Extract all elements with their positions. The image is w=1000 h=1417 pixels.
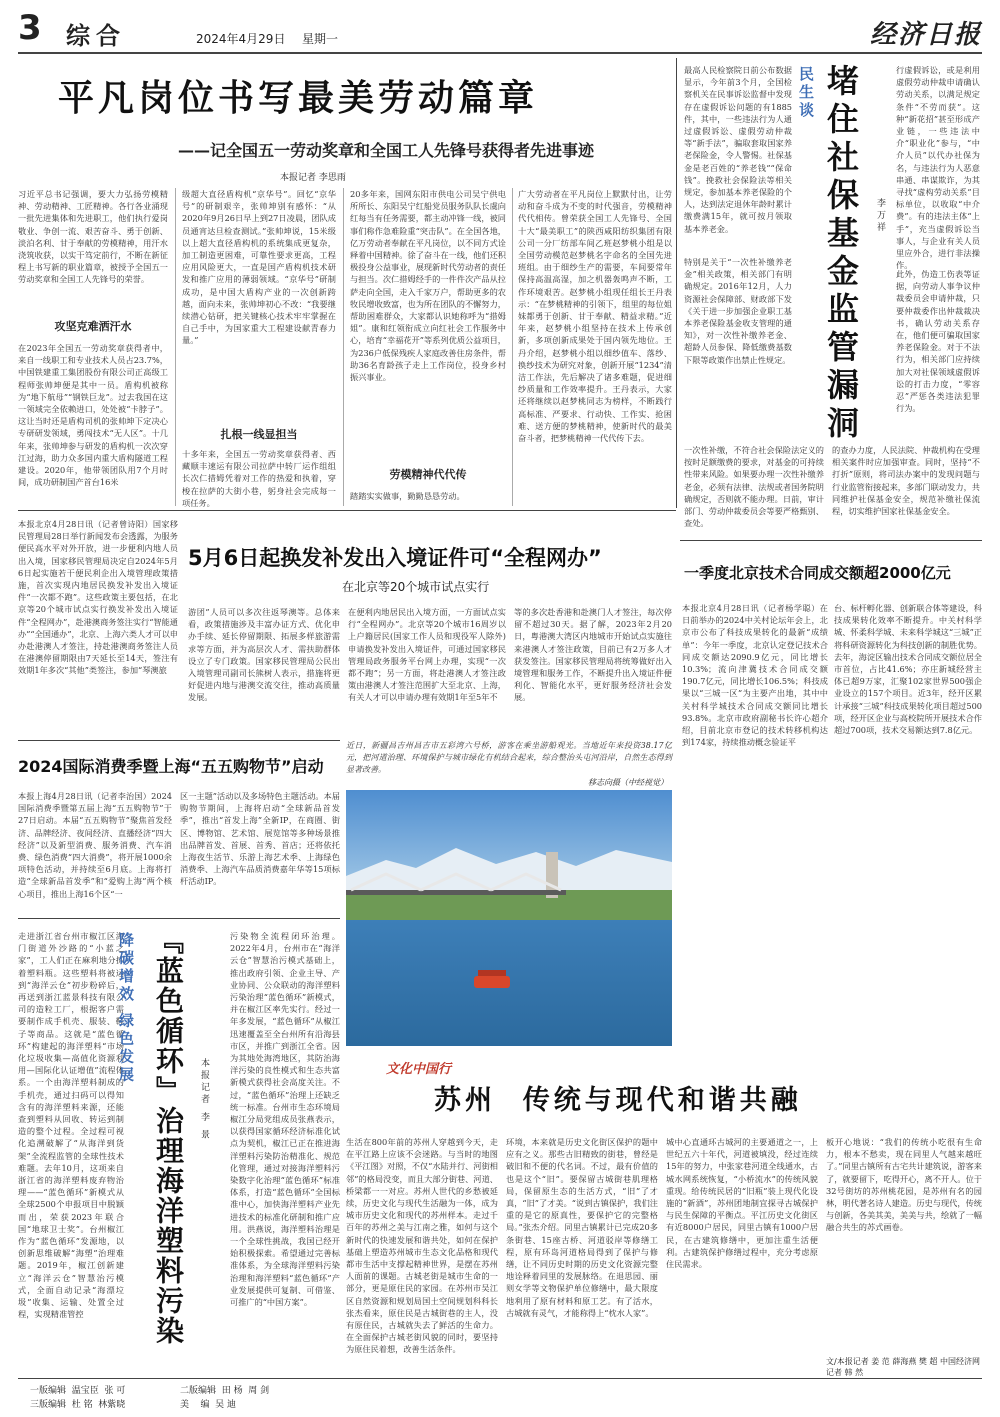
paragraph: 本报北京4月28日讯（记者杨学聪）在日前举办的2024中关村论坛年会上，北京市公布了科技成果转化的最新“成绩单”：今年一季度，北京认定登记技术合同成交额达2090.9亿元，同比增长10.3%；流向津冀技术合同成交额190.7亿元，同比增长106.5%；科技成果以“三城一区”为主要产出地，其中中关村科学城技术合同成交额同比增长93.8%。北京市政府副秘书长许心超介绍，目前北京市登记的技术转移机构达到174家，持续推动概念验证平: [682, 603, 828, 748]
river-bridge-photo: [346, 790, 672, 1046]
footer-rule: [18, 1378, 982, 1379]
article-column-3: [350, 188, 506, 506]
article-column-4: [514, 606, 672, 730]
article-beijing-tech: [680, 552, 982, 808]
commentary-column-6: [832, 444, 980, 536]
boat-canopy: [478, 970, 506, 976]
paragraph: 行虚假诉讼，或是利用虚假劳动仲裁申请确认劳动关系，以满足规定条件“不劳而获”。这种“新花招”甚至形成产业链，一些违法中介“职业化”参与，“中介人员”以代办社保为名，与违法行为人恶意串通、串谋欺诈，为其寻找“虚构劳动关系”目标单位，以收取“中介费”。有的违法主体“上手”，充当虚假诉讼当事人，与企业有关人员里应外合，进行非法操作。: [896, 65, 980, 271]
commentary-divider: [676, 58, 677, 508]
article-title: 2024国际消费季暨上海“五五购物节”启动: [18, 757, 324, 776]
column-label: 民生谈: [797, 66, 815, 120]
issue-date: 2024年4月29日: [196, 32, 286, 46]
paragraph: 城中心直通环古城河的主要通道之一，上世纪五六十年代，河道被填没，经过连续15年的努力，中张家巷河道全线通水，古城水网系统恢复，“小桥流水”的传统风貌重现。给传统民居的“旧瓶”装上现代化设施的“新酒”，苏州团地制宜探寻古城保护与民生保障的平衡点。平江历史文化街区有近8000户居民，同里古镇有1000户居民，在古建筑修缮中，更加注重生活便利。古建筑保护修缮过程中，充分考虑原住民需求。: [666, 1137, 818, 1270]
section-rule: [18, 510, 676, 511]
article-shanghai-shopping: [18, 744, 340, 914]
article-column-2: [182, 188, 336, 506]
editors-page1: 一版编辑 温宝臣 张 可: [30, 1386, 126, 1396]
page-header: [18, 8, 982, 52]
paragraph: 区一主题”活动以及多场特色主题活动。本届购物节期间，上海将启动“全球新品首发季”，推出“首发上海”全新IP，在商圈、街区、博物馆、艺术馆、展览馆等多种场景推出品牌首发、首展、首秀、首店；还将依托上海夜生活节、乐游上海艺术季、上海绿色消费季、上海汽车品质消费嘉年华等15项标杆活动IP。: [180, 791, 340, 887]
commentary-column-5: [684, 444, 824, 536]
photo-credit: 移志向摄（中经视觉）: [588, 778, 668, 787]
article-column-1: [18, 930, 124, 1370]
article-column-1: [346, 1136, 498, 1374]
article-column-1: [18, 790, 172, 910]
paragraph: 本报上海4月28日讯（记者李治国）2024国际消费季暨第五届上海“五五购物节”于27日启动。本届“五五购物节”聚焦首发经济、品牌经济、夜间经济、直播经济“四大经济”以及新型消费、服务消费、汽车消费、绿色消费“四大消费”，将开展1000余项特色活动，并持续至6月底。上海将打造“全球新品首发季”和“爱购上海”两个核心项目，推出上海16个区“一: [18, 791, 172, 899]
column-divider: [512, 188, 513, 506]
paragraph: 级超大直径盾构机“京华号”。回忆“京华号”的研制艰辛，张帅坤别有感怀：“从2020年9月26日早上到27日凌晨，团队成员通宵达旦检查测试。”张帅坤说，15米级以上超大直径盾构机的系统集成更复杂，加工制造更困难，可靠性要求更高，工程应用风险更大，一直是国产盾构机技术研发和推广应用的薄弱领域。“京华号”研制成功，是中国大盾构产业的一次创新跨越，面向未来，张帅坤初心不改：“我要继续潜心钻研，把关键核心技术牢牢掌握在自己手中，为国家重大工程建设献青春力量。”: [182, 189, 336, 346]
article-column-2: [188, 606, 340, 730]
commentary-column-1: [684, 64, 792, 250]
article-column-3: [666, 1136, 818, 1374]
paragraph: 生活在800年前的苏州人穿越到今天，走在平江路上应该不会迷路。与当时的地图《平江图》对照，不仅“水陆并行、河街相邻”的格局没变，而且大部分街巷、河道、桥梁都一一对应。苏州人世代的乡愁被延续，历史文化与现代生活融为一体，成为城市历史文化和现代的苏州样本。走过千百年的苏州之美与江南之雅，如何与这个新时代的快速发展和谐共处，如何在保护基础上塑造苏州城市生态文化品格和现代都市生活中支撑起精神世界，是摆在苏州人面前的课题。古城老街是城市生命的一部分，更是原住民的家园。在苏州市吴江区自然资源和规划局国土空间规划科科长张杰看来，原住民是古城街巷的主人，没有原住民，古城就失去了鲜活的生命力。在全面保护古城老街风貌的同时，要坚持为原住民着想，改善生活条件。: [346, 1137, 498, 1355]
tour-boat: [474, 976, 510, 988]
article-column-4: [826, 1136, 982, 1358]
article-byline: 本报记者 李思雨: [280, 173, 346, 183]
column-divider: [343, 188, 344, 506]
section-subhead: 扎根一线显担当: [220, 428, 298, 441]
article-column-2: [180, 790, 340, 910]
column-label: 文化中国行: [386, 1062, 452, 1077]
photo-caption: 近日，新疆昌吉州昌吉市五彩湾六号桥，游客在乘坐游船观光。当地近年来投资38.17亿元，把河道治理、环境保护与城市绿化有机结合起来，综合整治头屯河沿岸，自然生态得到显著改善。: [346, 741, 672, 774]
page-number: 3: [18, 8, 42, 48]
bridge-deck: [346, 890, 566, 895]
paragraph: 走进浙江省台州市椒江区海门街道外沙路的“小蓝之家”，工人们正在麻利地分拣着塑料瓶。这些塑料将被运到“海洋云仓”初步粉碎后，再送到浙江蓝景科技有限公司的造粒工厂，根据客户需要制作成手机壳、服装、鞋子等商品。这就是“蓝色循环”构建起的海洋塑料“市场化垃圾收集—高值化资源利用—国际化认证增值”流程体系。一个由海洋塑料制成的手机壳，通过扫码可以得知含有的海洋塑料来源，还能查到塑料从回收、转运到制造的整个过程。全过程可视化追溯破解了“从海洋到货架”全流程监管的全球性技术难题。去年10月，这项来自浙江省的海洋塑料废弃物治理——“蓝色循环”新模式从全球2500个申报项目中脱颖而出，荣获2023年联合国“地球卫士奖”。台州椒江作为“蓝色循环”发源地，以创新思维破解“海塑”治理难题。2019年，椒江创新建立“海洋云仓”智慧治污模式，全面自动记录“海漂垃圾”收集、运输、处置全过程，实现精准管控: [18, 931, 124, 1320]
paragraph: 一次性补缴，不符合社会保险法定义的按时足额缴费的要求，对基金的可持续性带来风险。如果要办理一次性补缴养老金，必须有法律、法规或者国务院明确规定，否则就不能办理。日前，审计部门、劳动仲裁委员会等要严格甄别、查处。: [684, 445, 824, 529]
photo-block: [346, 740, 672, 1046]
paragraph: 特别是关于“一次性补缴养老金”相关政策，相关部门有明确规定。2016年12月，人力资源社会保障部、财政部下发《关于进一步加强企业职工基本养老保险基金收支管理的通知》，对一次性补缴养老金、超龄人员参保、降低缴费基数下限等政策作出禁止性规定。: [684, 257, 792, 365]
paragraph: 的查办力度，人民法院、仲裁机构在受理相关案件时应加强审查。同时，坚持“不打折”原则，将司法办案中的发现问题与行业监管衔接起来，多部门联动发力，共同维护社保基金安全，规范补缴社保流程，切实维护国家社保基金安全。: [832, 445, 980, 517]
article-entry-exit: [18, 514, 672, 734]
paragraph: 环境，本来就是历史文化街区保护的题中应有之义。那些古旧精致的街巷，曾经是破旧和不便的代名词。不过，最有价值的也是这个“旧”。要保留古城街巷肌理格局，保留原生态的生活方式，“旧”了才真，“旧”了才美。“说到古镇保护，我们注重的是它的原真性，要保护它的完整格局。”张杰介绍。同里古镇累计已完成20多条街巷、15座古桥、河道驳岸等修缮工程，原有环岛河道格局得到了保护与修缮，让不同历史时期的历史文化资源完整地诠释着同里的发展脉络。在退思园、丽则女学等文物保护单位修缮中，最大限度地利用了原有材料和原工艺。有了活水，古城就有灵气，才能称得上“枕水人家”。: [506, 1137, 658, 1318]
editors-page3: 三版编辑 杜 铭 林紫晓: [30, 1400, 126, 1410]
paragraph: 20多年来，国网东阳市供电公司吴宁供电所所长、东阳吴宁红船党员服务队队长虞向红每当有任务需要，都主动冲锋一线，被同事们称作急难险重“突击队”。在全国各地，亿万劳动者奉献在平凡岗位，以不同方式诠释着中国精神。徐了奋斗在一线，他们还积极投身公益事业，展现新时代劳动者的责任与担当。次仁措姆经手的一件件次产品从拉萨走向全国，走入千家万户，帮助更多的农牧民增收致富，也为所在团队的不懈努力，帮助困难群众，大家都认识她称呼为“措姆姐”。康和红领衔成立向红社会工作服务中心，培育“幸福花开”等系列优质公益项目，为236户低保残疾人家庭改善住房条件，帮助36名育龄孩子走上工作岗位，投身乡村振兴事业。: [350, 189, 506, 383]
paragraph: 板开心地说：“我们的传统小吃很有生命力，根本不愁卖，现在同里人气越来越旺了。”同里古镇所有古宅共计建筑说，游客来了，就要留下，吃得开心，离不开人。位于32号街坊的苏州桃花园，是苏州有名的园林，明代著名诗人建造。历史与现代，传统与创新，各美其美，美美与共，绘就了一幅融合共生的苏式画卷。: [826, 1137, 982, 1233]
paragraph: 十多年来，全国五一劳动奖章获得者、西藏顺丰速运有限公司拉萨中转厂运作组组长次仁措姆凭着对工作的热爱和执着，穿梭在拉萨的大街小巷，躬身社会完成每一项任务。: [182, 449, 336, 508]
article-byline: 本报记者 李 景: [199, 1058, 209, 1142]
editors-page2: 二版编辑 田 杨 周 剑: [180, 1386, 270, 1396]
article-column-2: [834, 602, 982, 802]
paragraph: 踏踏实实做事，勤勤恳恳劳动。: [350, 491, 465, 501]
paragraph: 在便利内地居民出入境方面，一方面试点实行“全程网办”。北京等20个城市16周岁以上户籍居民(国家工作人员和现役军人除外)申请换发补发出入境证件，可通过国家移民管理局政务服务平台网上办理，实现“一次都不跑”；另一方面，将赴港澳人才签注政策由港澳人才签注范围扩大至北京、上海，有关人才可以申请办理有效期1年至5年不: [348, 607, 506, 703]
section-rule: [680, 540, 982, 541]
article-column-1: [682, 602, 828, 802]
commentary-title: 堵住社保基金监管漏洞: [822, 64, 860, 444]
article-title: 一季度北京技术合同成交额超2000亿元: [684, 564, 951, 582]
section-rule: [18, 918, 340, 919]
commentary-column-4: [896, 268, 980, 440]
section-subhead: 劳模精神代代传: [389, 468, 467, 481]
article-title: 5月6日起换发补发出入境证件可“全程网办”: [188, 546, 602, 570]
article-labor-heroes: [18, 58, 672, 508]
column-label: 降碳增效 绿色发展: [117, 932, 135, 1085]
commentary-column-3: [896, 64, 980, 271]
paragraph: 等的多次赴香港和赴澳门人才签注，每次停留不超过30天。据了解，2023年2月20日，粤港澳大湾区内地城市开始试点实施往来港澳人才签注政策，目前已有2万多人才获发签注。国家移民管理局将统筹做好出入境管理和服务工作，不断提升出入境证件便利化、智能化水平，更好服务经济社会发展。: [514, 607, 672, 703]
paragraph: 本报北京4月28日讯（记者曾诗阳）国家移民管理局28日举行新闻发布会透露，为服务便民高水平对外开放，进一步便利内地人员出入境，国家移民管理局决定自2024年5月6日起实施若干便民利企出入境管理政策措施，首次实现内地居民换发补发出入境证件“一次都不跑”。这些政策主要包括，在北京等20个城市试点实行换发补发出入境证件“全程网办”，赴港澳商务签注实行“智能通办”“全国通办”，北京、上海六类人才可以申办赴港澳人才签注，持赴港澳商务签注人员在港澳停留期限由7天延长至14天，签注有效期1年多次“其他”类签注，参加“琴澳旅: [18, 519, 178, 676]
paragraph: 游团”人员可以多次往返琴澳等。总体来看，政策措施涉及丰富办证方式、优化申办手续、延长停留期限、拓展多样旅游需求等方面，并为高层次人才、需扶助群体设立了专门政策。国家移民管理局公民出入境管理司副司长熊树人表示，措施将更好促进内地与港澳交流交往，推动高质量发展。: [188, 607, 340, 703]
article-column-1: [18, 188, 168, 506]
article-column-2: [230, 930, 340, 1370]
paragraph: 在2023年全国五一劳动奖章获得者中，来自一线职工和专业技术人员占23.7%，中国铁建重工集团股份有限公司正高级工程师张帅坤便是其中一员。盾构机被称为“地下航母”“钢铁巨龙”。过去我国在这一领域完全依赖进口，处处被“卡脖子”。这让当时还是盾构司机的张帅坤下定决心专研研发领域，勇闯技术“无人区”。十几年来，张帅坤参与研发的盾构机一次次穿江过海，助力众多国内重大盾构隧道工程建设。2020年，他带领团队用7个月时间，成功研制国产首台16米: [18, 343, 168, 488]
editors-design: 美 编 吴 迪: [180, 1400, 237, 1410]
paper-logo: 经济日报: [869, 20, 982, 50]
article-suzhou: [346, 1050, 982, 1376]
column-divider: [175, 188, 176, 506]
article-subtitle: 在北京等20个城市试点实行: [342, 580, 490, 594]
reporter-credit: 文/本报记者 姜 范 薛海燕 樊 超 中国经济网记者 韩 然: [826, 1357, 980, 1377]
article-title: 平凡岗位书写最美劳动篇章: [58, 78, 539, 119]
paragraph: 此外，伪造工伤表等证据，向劳动人事争议仲裁委员会申请仲裁，只要仲裁委作出仲裁裁决书，确认劳动关系存在，他们便可骗取国家养老保险金。对于不法行为，相关部门应持续加大对社保领域虚假诉讼的打击力度，“零容忍”严惩各类违法犯罪行为。: [896, 269, 980, 414]
commentary-box: [680, 58, 982, 538]
paragraph: 污染物全流程闭环治理。2022年4月，台州市在“海洋云仓”智慧治污模式基础上，推出政府引领、企业主导、产业协同、公众联动的海洋塑料污染治理“蓝色循环”新模式，并在椒江区率先实行。经过一年多发展，“蓝色循环”从椒江迅速覆盖至全台州所有沿海县市区，并推广到浙江全省。因为其地处海湾地区，其防治海洋污染的良性模式和生态共富新模式获得社会高度关注。不过，“蓝色循环”治理上还缺乏统一标准。台州市生态环境局椒江分局党组成员张燕表示，以获得国家循环经济标准化试点为契机，椒江已正在推进海洋塑料污染防治精准化、规范化管理，通过对接海洋塑料污染数字化治理“蓝色循环”标准体系，打造“蓝色循环”全国标准中心，加快海洋塑料产业先进技术的标准化研制和推广应用。洪燕说，海洋塑料治理是一个全球性挑战，我国已经开始积极探索。希望通过完善标准体系，为全球海洋塑料污染治理和海洋塑料“蓝色循环”产业发展提供可复制、可借鉴、可推广的“中国方案”。: [230, 931, 340, 1308]
article-column-4: [518, 188, 672, 506]
paragraph: 习近平总书记强调，要大力弘扬劳模精神、劳动精神、工匠精神。各行各业涌现一批先进集体和先进职工，他们执行爱岗敬业、争创一流、艰苦奋斗、勇于创新、淡泊名利、甘于奉献的劳模精神，用汗水浇筑收获，以实干笃定前行，不断在新征程上书写新的职业篇章，被授予全国五一劳动奖章和全国工人先锋号的荣誉。: [18, 189, 168, 285]
section-name: 综合: [66, 22, 126, 50]
paragraph: 台、标杆孵化器、创新联合体等建设，科技成果转化效率不断提升。中关村科学城、怀柔科学城、未来科学城这“三城”正将科研资源转化为科技创新的制胜优势。去年，海淀区输出技术合同成交额位居全市首位，占比41.6%；亦庄新城经营主体已超9万家，汇聚102家世界500强企业设立的157个项目。近3年，经开区累计承接“三城”科技成果转化项目超过500项，经开区企业与高校院所开展技术合作超过700项，技术交易额达到7.8亿元。: [834, 603, 982, 736]
article-title: 苏州 传统与现代和谐共融: [434, 1085, 802, 1116]
article-title: 『蓝色循环』治理海洋塑料污染: [152, 926, 185, 1346]
article-column-3: [348, 606, 506, 730]
article-subtitle: ——记全国五一劳动奖章和全国工人先锋号获得者先进事迹: [178, 141, 595, 160]
article-column-1: [18, 518, 178, 730]
section-subhead: 攻坚克难洒汗水: [54, 320, 132, 333]
issue-weekday: 星期一: [302, 32, 339, 46]
commentary-column-2: [684, 256, 792, 436]
paragraph: 最高人民检察院日前公布数据显示，今年前3个月，全国检察机关在民事诉讼监督中发现存在虚假诉讼问题的有1885件，其中，一些违法行为人通过虚假诉讼、虚假劳动仲裁等“新手法”，骗取套取国家养老保险金，令人警惕。社保基金是老百姓的“养老钱”“保命钱”。挽救社会保险法等相关规定，参加基本养老保险的个人，达到法定退休年龄时累计缴费满15年，就可按月领取基本养老金。: [684, 65, 792, 234]
commentary-author: 李万祥: [875, 198, 885, 234]
article-blue-cycle: [18, 922, 340, 1374]
header-rule: [18, 52, 982, 54]
paragraph: 广大劳动者在平凡岗位上默默付出，让劳动和奋斗成为不变的时代强音，劳模精神代代相传。曾荣获全国工人先锋号、全国十大“最美职工”的陕西咸阳纺织集团有限公司一分厂纺部车间乙班赵梦桃小组是以全国劳动模范赵梦桃名字命名的全国先进班组。由于细纱生产的需要，车间要常年保持高温高湿，加之机器轰鸣声不断，工作环境艰苦。赵梦桃小组现任组长王丹表示：“在梦桃精神的引领下，组里的每位姐妹都勇于创新、甘于奉献、精益求精。”近年来，赵梦桃小组坚持在技术上传承创新，多项创新成果处于国内领先地位。王丹介绍，赵梦桃小组以细纱值车、落纱、换纱技术为研究对象，创新开展“1234”清洁工作法，先后解决了诸多难题，促进细纱质量和工作效率提升。王丹表示，大家还将继续以赵梦桃同志为榜样，不断践行高标准、严要求、行动快、工作实、抢困难、送方便的梦桃精神，使新时代的最美奋斗者，把梦桃精神一代代传下去。: [518, 189, 672, 444]
section-rule: [18, 740, 340, 741]
article-column-2: [506, 1136, 658, 1374]
